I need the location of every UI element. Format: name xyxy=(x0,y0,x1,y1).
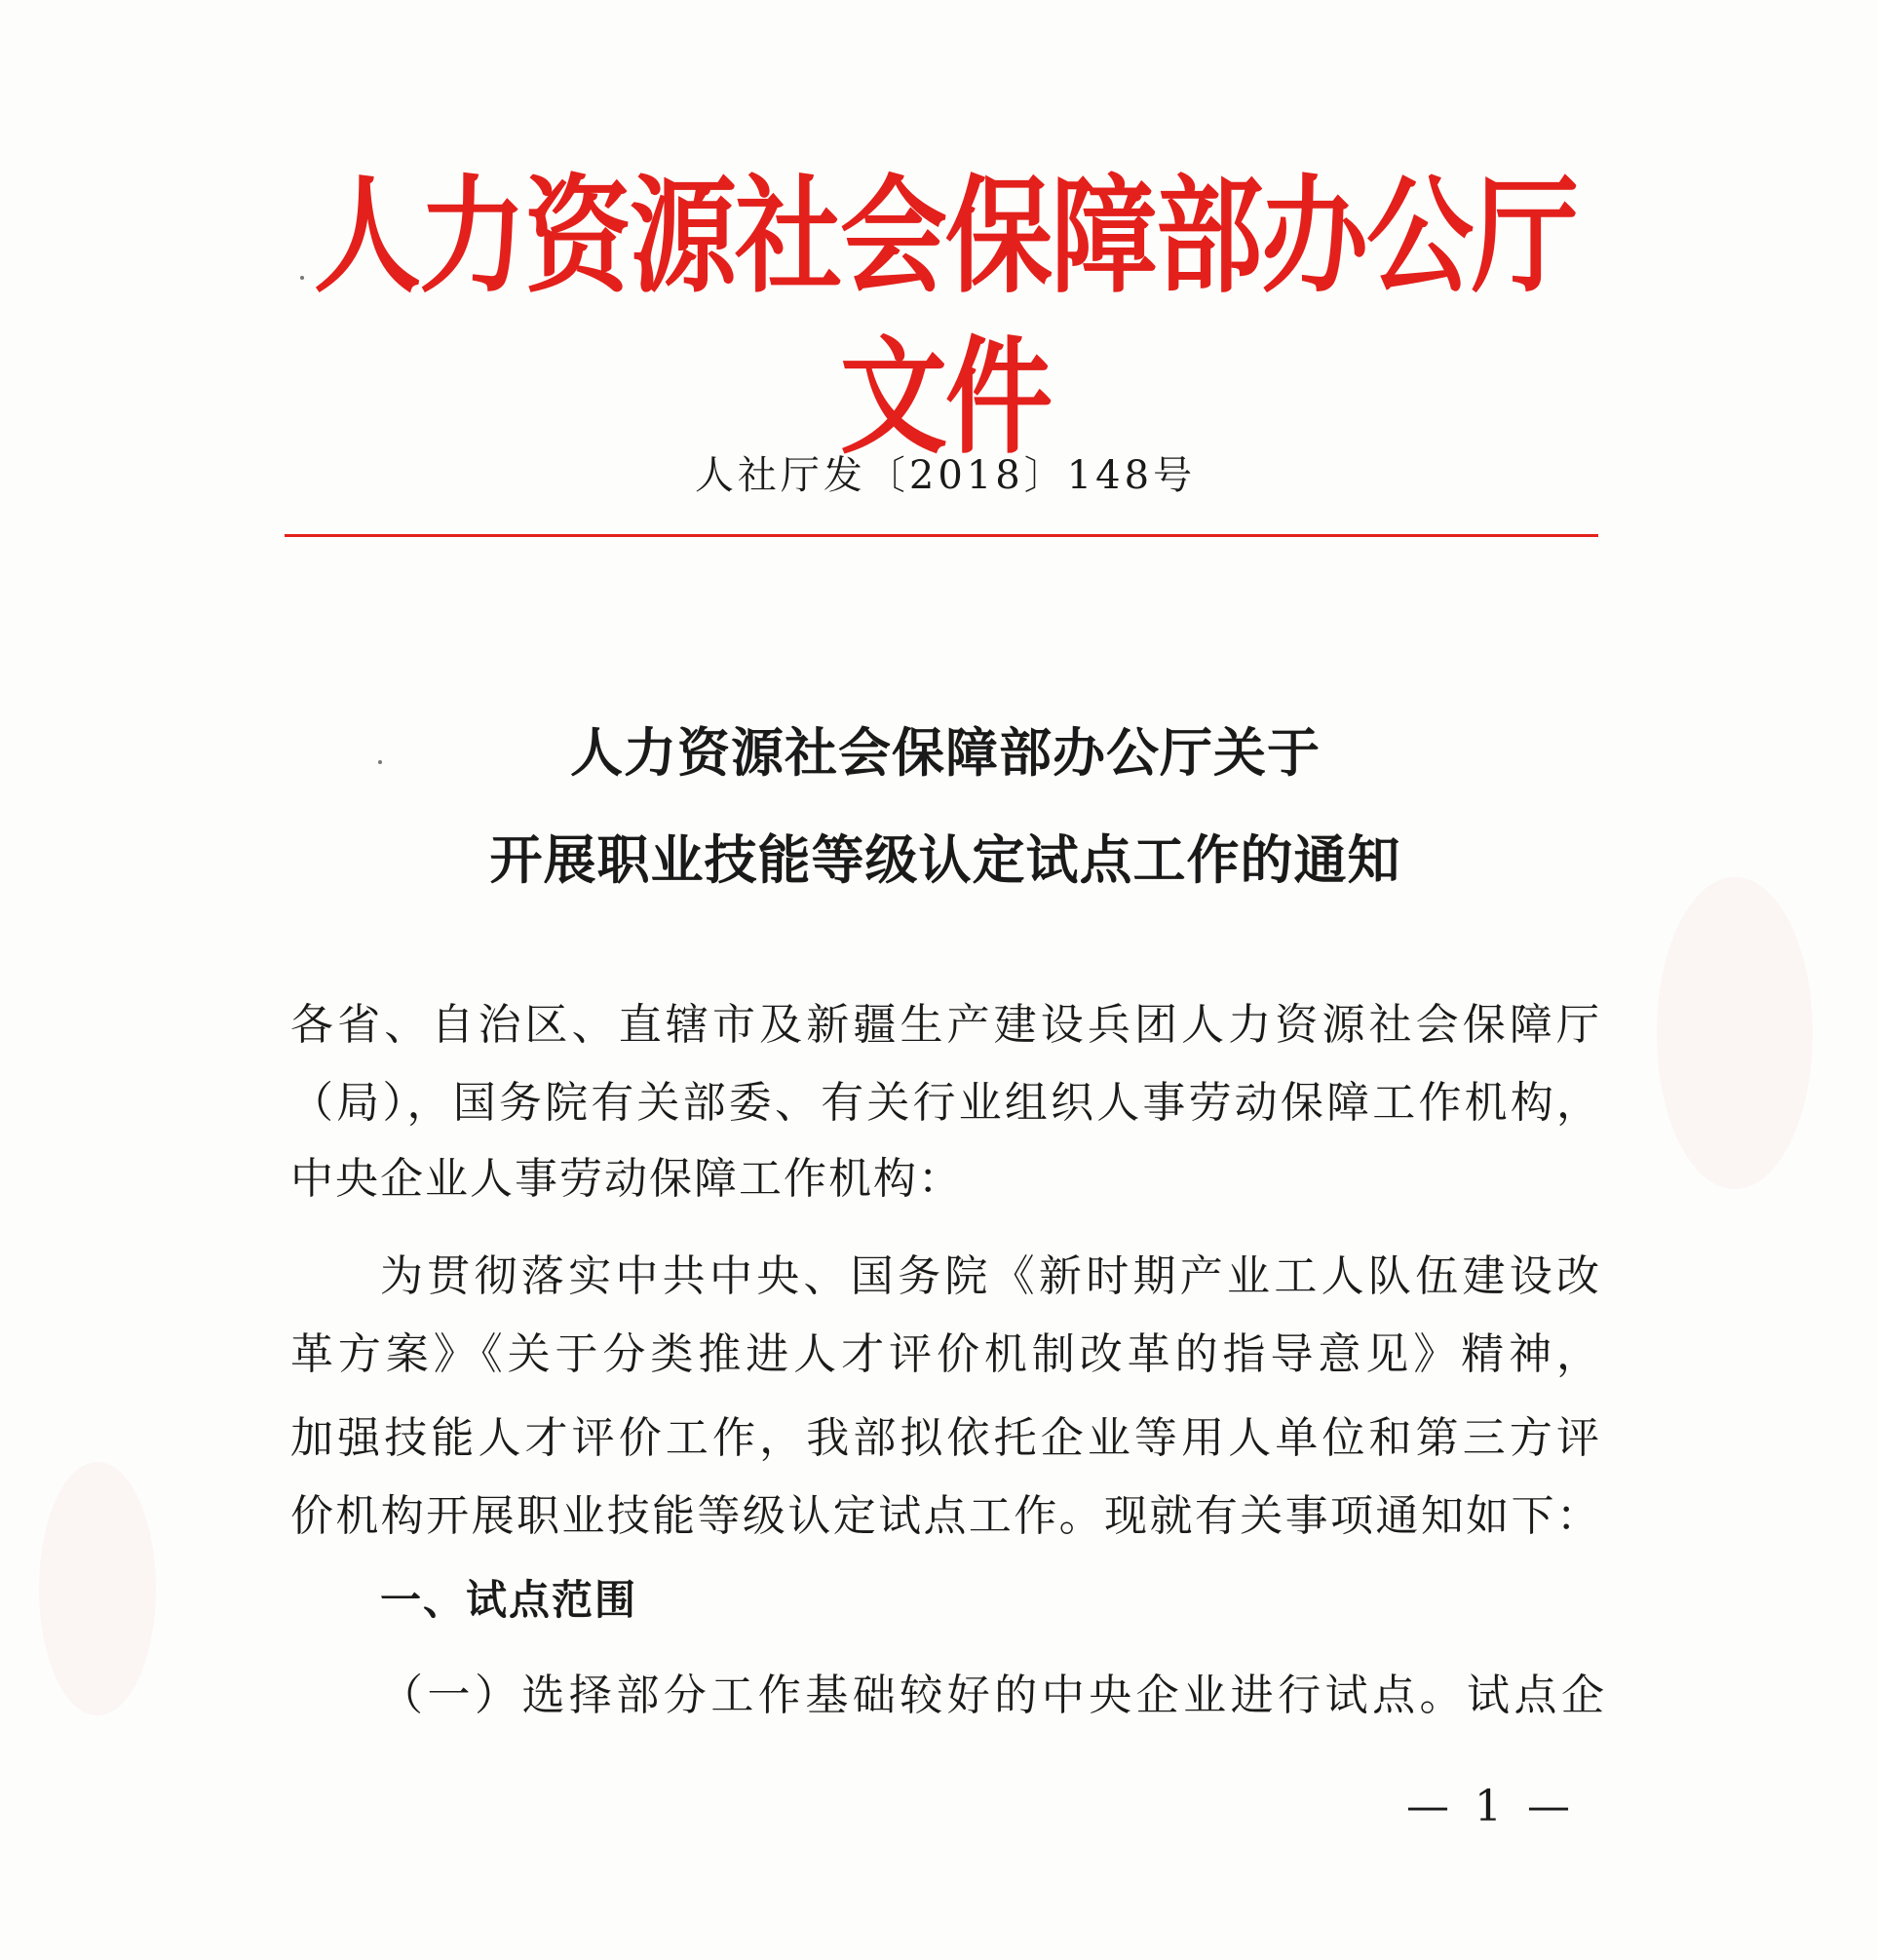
page-number: — 1 — xyxy=(1406,1782,1576,1831)
paragraph-line: 加强技能人才评价工作，我部拟依托企业等用人单位和第三方评 xyxy=(290,1413,1601,1463)
document-title-line-1: 人力资源社会保障部办公厅关于 xyxy=(570,722,1321,784)
paragraph-line: 为贯彻落实中共中央、国务院《新时期产业工人队伍建设改 xyxy=(380,1251,1601,1301)
paragraph-line: 革方案》《关于分类推进人才评价机制改革的指导意见》精神， xyxy=(290,1329,1601,1379)
addressee-line: （局），国务院有关部委、有关行业组织人事劳动保障工作机构， xyxy=(290,1078,1601,1128)
paper-stain xyxy=(1657,877,1813,1189)
section-heading: 一、试点范围 xyxy=(380,1576,638,1624)
document-number: 人社厅发〔2018〕148号 xyxy=(694,453,1197,498)
paragraph-line: （一）选择部分工作基础较好的中央企业进行试点。试点企 xyxy=(380,1671,1606,1720)
paragraph-line: 价机构开展职业技能等级认定试点工作。现就有关事项通知如下： xyxy=(290,1491,1601,1541)
document-masthead: 人力资源社会保障部办公厅文件 xyxy=(314,163,1577,472)
red-divider-line xyxy=(285,534,1598,537)
document-title-line-2: 开展职业技能等级认定试点工作的通知 xyxy=(489,829,1401,891)
addressee-line: 中央企业人事劳动保障工作机构： xyxy=(290,1154,963,1204)
paper-stain xyxy=(39,1462,156,1715)
addressee-line: 各省、自治区、直辖市及新疆生产建设兵团人力资源社会保障厅 xyxy=(290,1000,1601,1050)
